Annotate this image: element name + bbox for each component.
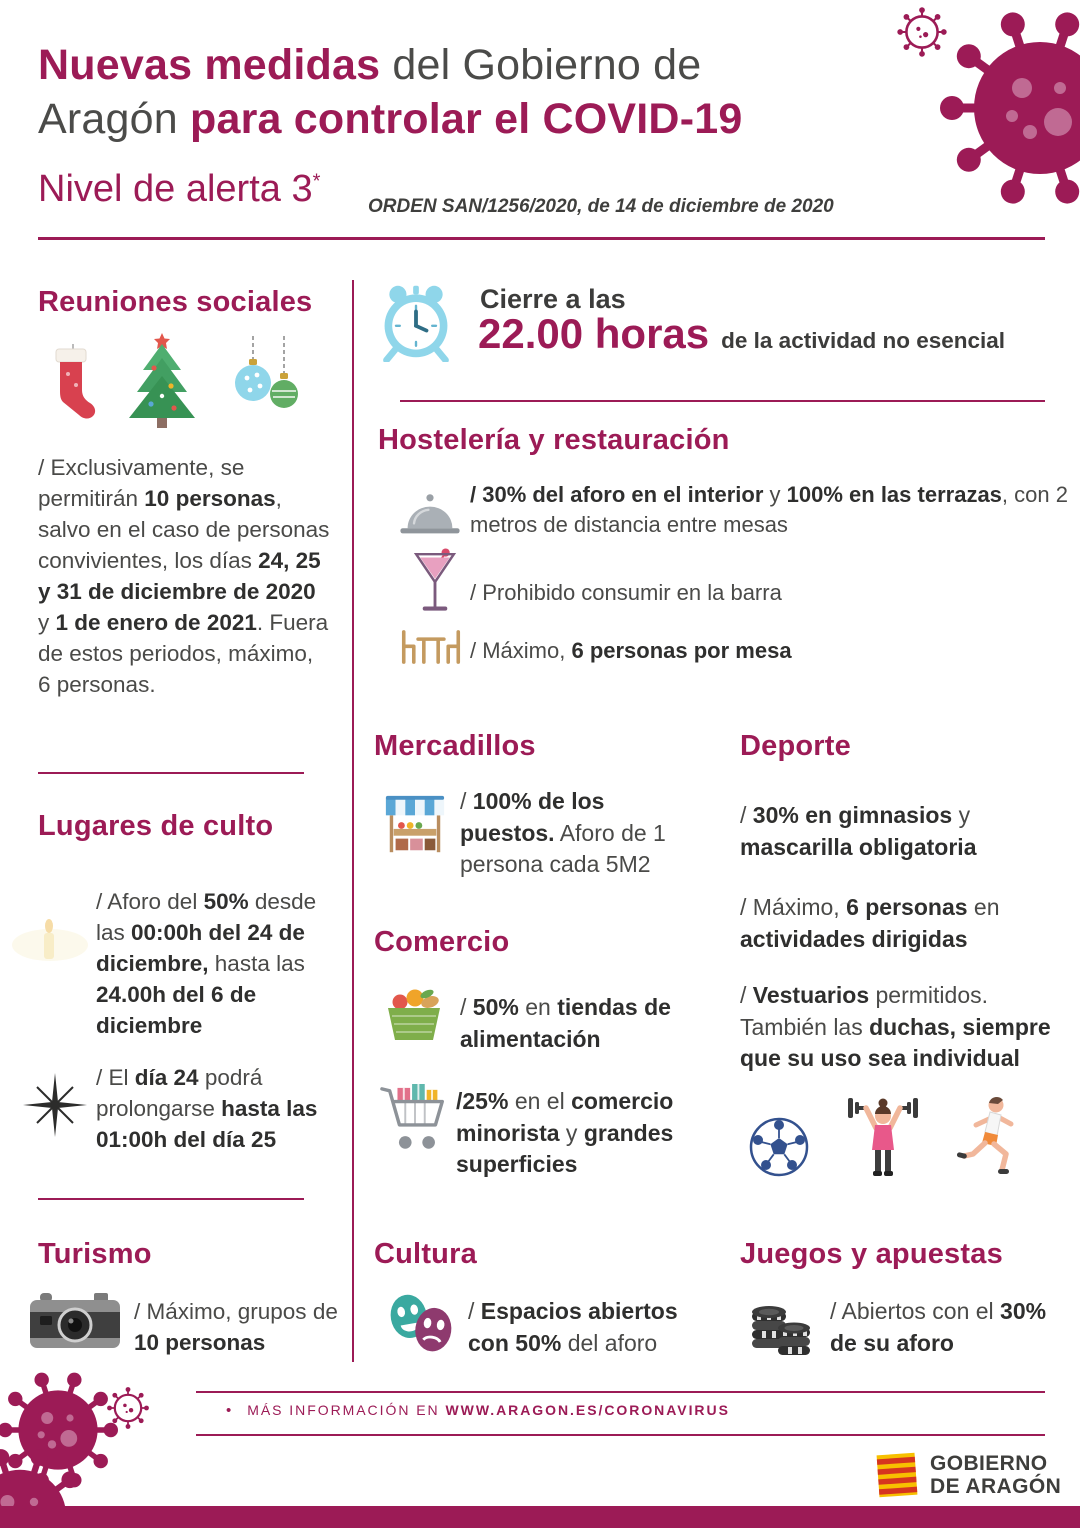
shopping-cart-icon bbox=[378, 1082, 452, 1160]
title-accent-2: para controlar el COVID-19 bbox=[190, 95, 743, 144]
alert-level-text: Nivel de alerta 3 bbox=[38, 168, 313, 210]
divider bbox=[38, 772, 304, 774]
culto-item-1: / Aforo del 50% desde las 00:00h del 24 de diciembre, hasta las 24.00h del 6 de diciembre bbox=[96, 889, 317, 1039]
juegos-text: / Abiertos con el 30% de su aforo bbox=[830, 1298, 1047, 1356]
cocktail-icon bbox=[412, 546, 458, 618]
soccer-ball-icon bbox=[748, 1116, 810, 1178]
deporte-item-2: / Máximo, 6 personas en actividades dirigidas bbox=[740, 894, 1000, 952]
alert-level bbox=[38, 168, 320, 211]
header-divider bbox=[38, 237, 1045, 240]
hosteleria-item-3: / Máximo, 6 personas por mesa bbox=[470, 638, 792, 663]
aragon-flag-icon bbox=[876, 1450, 918, 1500]
footer-divider-top bbox=[196, 1391, 1045, 1393]
section-title-culto: Lugares de culto bbox=[38, 810, 274, 842]
mercadillos-text: / 100% de los puestos. Aforo de 1 persona cada 5M2 bbox=[460, 788, 666, 878]
stocking-icon bbox=[40, 344, 98, 428]
comercio-item-2: /25% en el comercio minorista y grandes superficies bbox=[456, 1088, 674, 1178]
reuniones-text: / Exclusivamente, se permitirán 10 personas, salvo en el caso de personas convivientes, los días 24, 25 y 31 de diciembre de 2020 y 1 de enero de 2021. Fuera de estos periodos, máximo, 6 personas. bbox=[38, 455, 330, 698]
virus-icon bbox=[940, 8, 1080, 208]
comercio-item-1: / 50% en tiendas de alimentación bbox=[460, 994, 671, 1052]
section-title-cultura: Cultura bbox=[374, 1238, 477, 1270]
footer-info-prefix: MÁS INFORMACIÓN EN bbox=[247, 1402, 446, 1418]
star-icon bbox=[22, 1072, 88, 1138]
divider bbox=[38, 1198, 304, 1200]
cultura-text: / Espacios abiertos con 50% del aforo bbox=[468, 1298, 678, 1356]
candle-icon bbox=[8, 915, 92, 967]
logo-line-1: GOBIERNO bbox=[930, 1451, 1048, 1475]
culto-item-2: / El día 24 podrá prolongarse hasta las 01:00h del día 25 bbox=[96, 1065, 318, 1153]
divider bbox=[400, 400, 1045, 402]
section-title-reuniones: Reuniones sociales bbox=[38, 286, 313, 318]
hosteleria-item-2: / Prohibido consumir en la barra bbox=[470, 580, 782, 605]
page-title bbox=[38, 38, 878, 146]
reuniones-icons bbox=[40, 332, 304, 428]
section-title-juegos: Juegos y apuestas bbox=[740, 1238, 1003, 1270]
footer-divider-bottom bbox=[196, 1434, 1045, 1436]
deporte-icons bbox=[748, 1094, 1020, 1178]
section-title-mercadillos: Mercadillos bbox=[374, 730, 536, 762]
camera-icon bbox=[28, 1290, 122, 1354]
column-divider bbox=[352, 280, 354, 1362]
market-stall-icon bbox=[382, 792, 448, 860]
runner-icon bbox=[956, 1094, 1020, 1178]
alarm-clock-icon bbox=[376, 282, 456, 362]
order-reference: ORDEN SAN/1256/2020, de 14 de diciembre de 2020 bbox=[368, 196, 834, 217]
cierre-suffix: de la actividad no esencial bbox=[721, 328, 1006, 353]
cloche-icon bbox=[398, 488, 462, 538]
title-accent-1: Nuevas medidas bbox=[38, 41, 381, 89]
section-title-turismo: Turismo bbox=[38, 1238, 152, 1270]
cierre-row bbox=[478, 310, 1005, 358]
footer-info-url: WWW.ARAGON.ES/CORONAVIRUS bbox=[445, 1402, 730, 1418]
section-title-deporte: Deporte bbox=[740, 730, 851, 762]
hosteleria-item-1: / 30% del aforo en el interior y 100% en las terrazas, con 2 metros de distancia entre mesas bbox=[470, 482, 1068, 538]
section-title-hosteleria: Hostelería y restauración bbox=[378, 424, 730, 456]
turismo-text: / Máximo, grupos de 10 personas bbox=[134, 1299, 338, 1356]
virus-icon bbox=[896, 6, 948, 58]
deporte-item-3: / Vestuarios permitidos. También las duchas, siempre que su uso sea individual bbox=[740, 982, 1051, 1072]
cierre-time: 22.00 horas bbox=[478, 310, 710, 357]
bottom-bar bbox=[0, 1506, 1080, 1528]
baubles-icon bbox=[226, 336, 304, 428]
logo-line-2: DE ARAGÓN bbox=[930, 1475, 1062, 1498]
weightlifting-icon bbox=[846, 1094, 920, 1178]
logo-text bbox=[930, 1452, 1061, 1498]
food-basket-icon bbox=[382, 986, 446, 1044]
alert-asterisk: * bbox=[312, 170, 321, 193]
title-rest-1: del Gobierno de bbox=[380, 41, 702, 89]
gobierno-aragon-logo bbox=[876, 1450, 1061, 1500]
title-rest-2: Aragón bbox=[38, 95, 191, 144]
footer-info bbox=[226, 1402, 730, 1419]
bullet-icon: • bbox=[226, 1402, 234, 1419]
cierre-prefix: Cierre a las bbox=[480, 284, 626, 314]
deporte-item-1: / 30% en gimnasios y mascarilla obligatoria bbox=[740, 802, 977, 860]
theater-masks-icon bbox=[382, 1288, 460, 1358]
table-chairs-icon bbox=[398, 624, 464, 670]
virus-icon bbox=[106, 1386, 150, 1430]
poker-chips-icon bbox=[748, 1290, 814, 1358]
section-title-comercio: Comercio bbox=[374, 926, 510, 958]
christmas-tree-icon bbox=[124, 332, 200, 428]
